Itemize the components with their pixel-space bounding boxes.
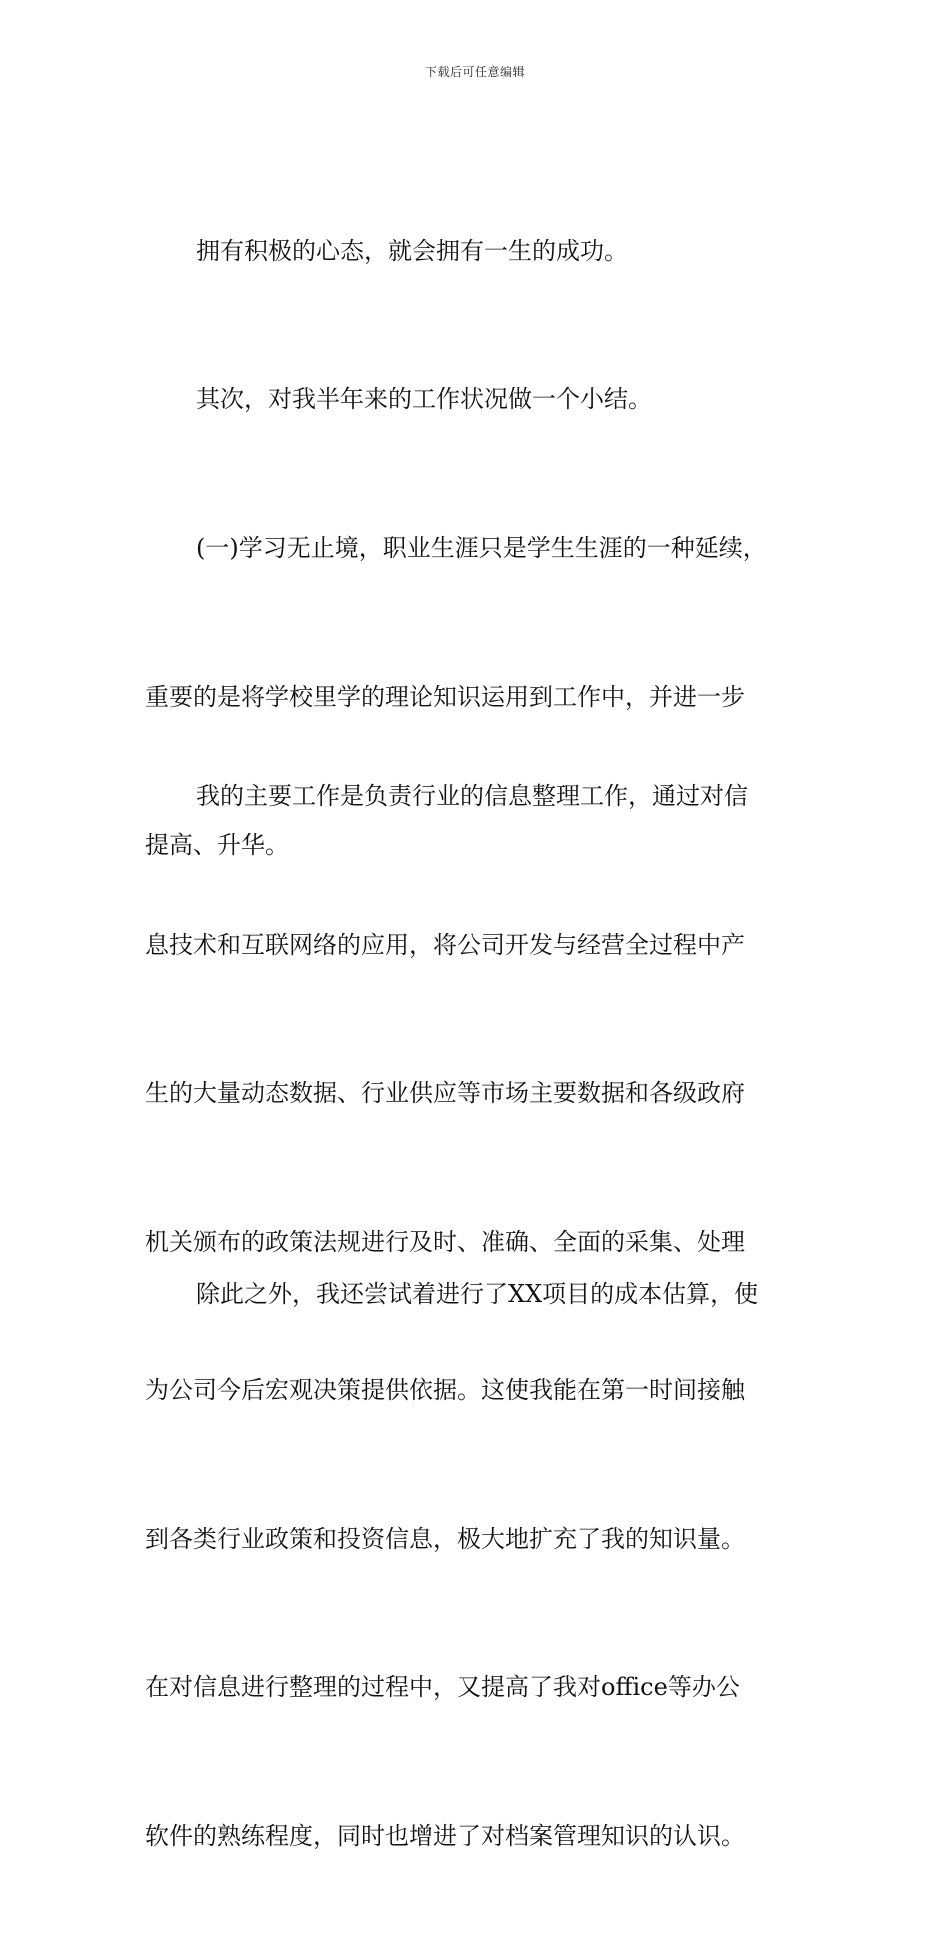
paragraph-line: 到各类行业政策和投资信息，极大地扩充了我的知识量。 [145,1524,745,1553]
paragraph-line: 在对信息进行整理的过程中，又提高了我对office等办公 [145,1673,740,1701]
paragraph-line: 其次，对我半年来的工作状况做一个小结。 [196,385,652,413]
paragraph-line: 为公司今后宏观决策提供依据。这使我能在第一时间接触 [145,1376,745,1404]
page-header: 下载后可任意编辑 [424,65,525,79]
paragraph-line: 除此之外，我还尝试着进行了XX项目的成本估算，使 [196,1280,759,1308]
paragraph-line: 生的大量动态数据、行业供应等市场主要数据和各级政府 [145,1079,745,1107]
paragraph-line: (一)学习无止境，职业生涯只是学生生涯的一种延续， [196,534,767,562]
paragraph-5 [145,1171,825,1419]
paragraph-line: 拥有积极的心态，就会拥有一生的成功。 [196,237,628,265]
paragraph-line: 我的主要工作是负责行业的信息整理工作，通过对信 [196,782,748,810]
paragraph-line: 提高、升华。 [145,831,289,859]
paragraph-line: 重要的是将学校里学的理论知识运用到工作中，并进一步 [145,682,745,711]
paragraph-line: 机关颁布的政策法规进行及时、准确、全面的采集、处理 [145,1227,745,1256]
paragraph-line: 软件的熟练程度，同时也增进了对档案管理知识的认识。 [145,1821,745,1850]
paragraph-line: 息技术和互联网络的应用，将公司开发与经营全过程中产 [145,930,745,959]
